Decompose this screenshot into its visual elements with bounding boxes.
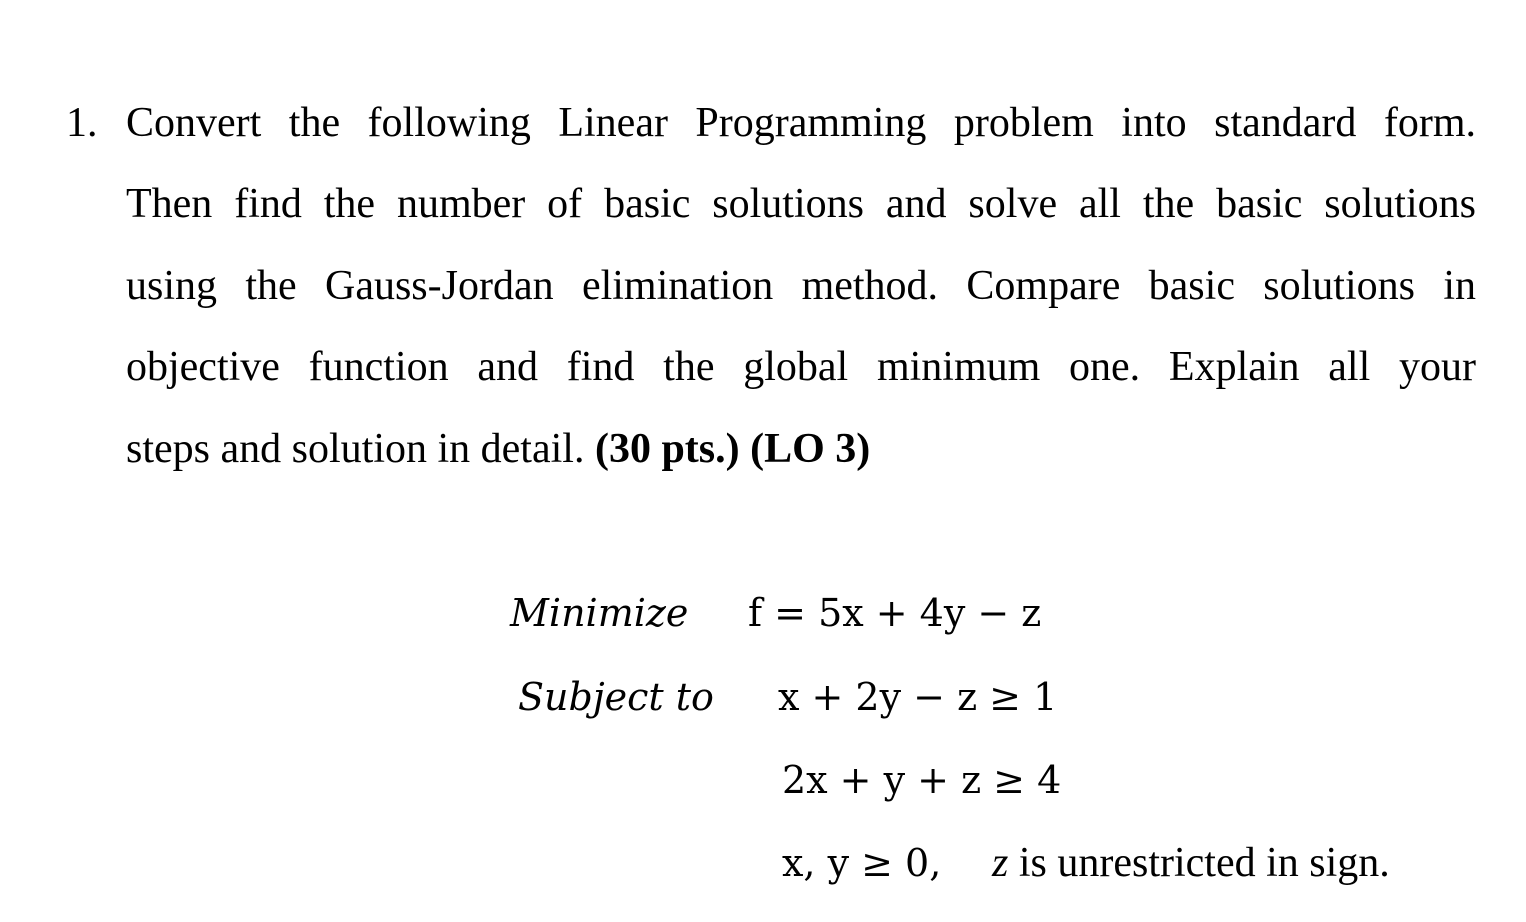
problem-text-last: steps and solution in detail. (126, 426, 585, 472)
problem-text-line-3: using the Gauss-Jordan elimination method. Compare basic solutions in (126, 263, 1476, 309)
objective-function: f = 5x + 4y − z (748, 591, 1042, 635)
constraints-label: Subject to (518, 675, 714, 719)
unrestricted-text: is unrestricted in sign. (1018, 840, 1390, 886)
constraint-1: x + 2y − z ≥ 1 (778, 675, 1058, 719)
objective-label: Minimize (510, 591, 689, 635)
problem-text-line-5 (126, 422, 1476, 476)
problem-text-line-2: Then find the number of basic solutions and solve all the basic solutions (126, 181, 1476, 227)
nonnegativity-constraint: x, y ≥ 0, (782, 841, 942, 885)
problem-text-line-4: objective function and find the global minimum one. Explain all your (126, 344, 1476, 390)
unrestricted-note (992, 836, 1390, 890)
points-label: (30 pts.) (LO 3) (594, 426, 871, 472)
unrestricted-variable: z (992, 840, 1009, 886)
problem-number: 1. (66, 100, 98, 146)
constraint-2: 2x + y + z ≥ 4 (782, 758, 1062, 802)
problem-text-line-1: Convert the following Linear Programming problem into standard form. (126, 100, 1476, 146)
